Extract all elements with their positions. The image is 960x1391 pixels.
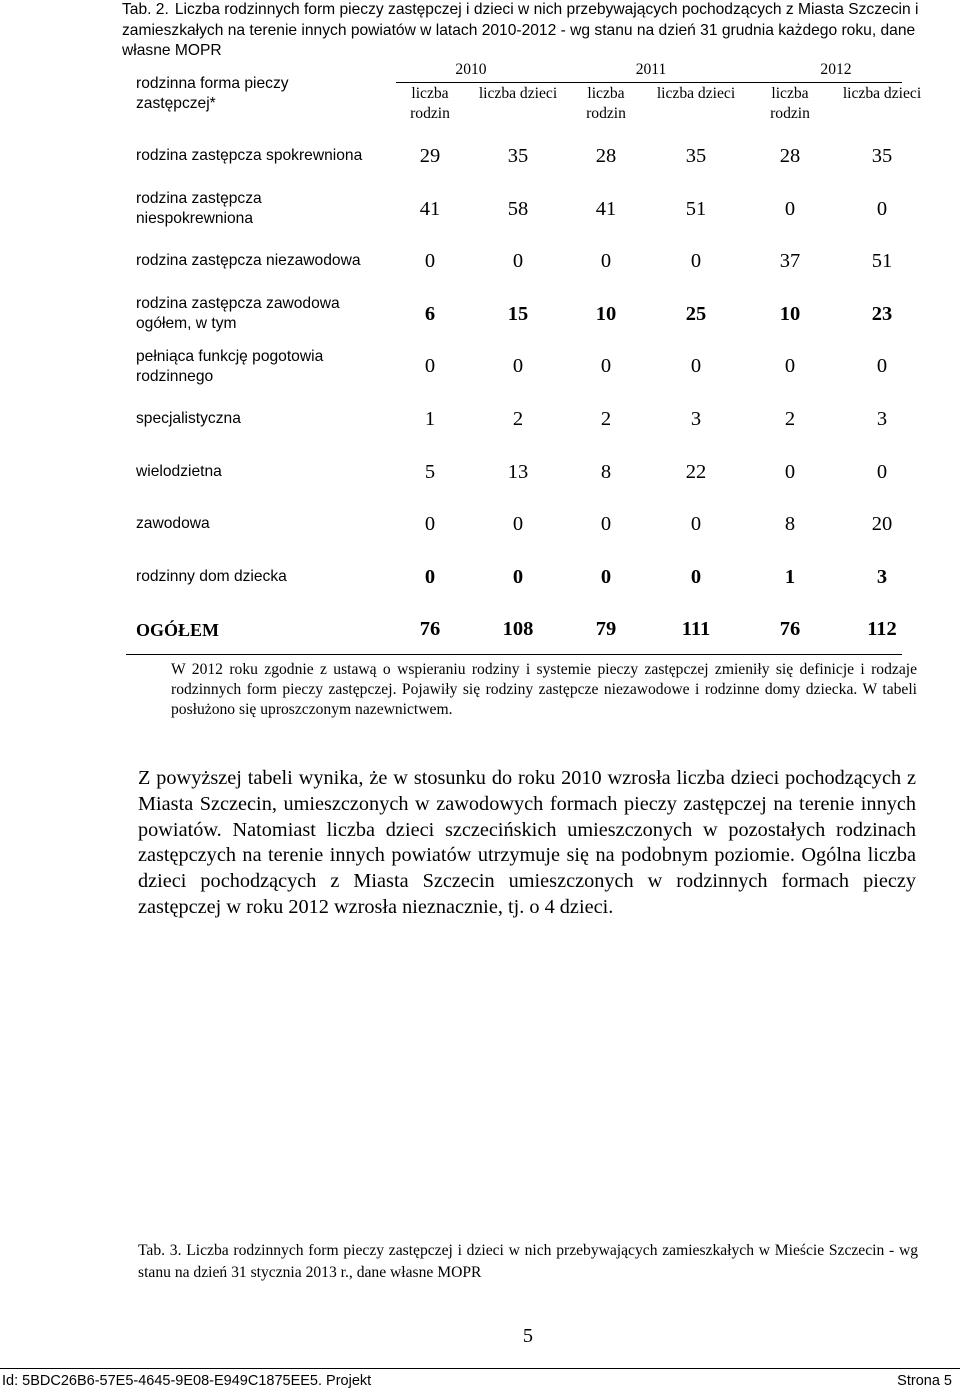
table-cell: 0 — [600, 513, 612, 536]
table-cell: 108 — [502, 618, 534, 641]
table-cell: 0 — [512, 355, 524, 378]
column-header: liczba rodzin — [586, 85, 626, 122]
table-cell: 0 — [784, 197, 796, 220]
table-cell: 3 — [876, 408, 888, 430]
row-label: OGÓŁEM — [136, 619, 220, 640]
table-cell: 3 — [876, 565, 888, 588]
footer-id: Id: 5BDC26B6-57E5-4645-9E08-E949C1875EE5. Projekt — [2, 1373, 372, 1389]
table-cell: 2 — [512, 408, 524, 430]
footer-page: Strona 5 — [897, 1373, 952, 1389]
table-cell: 0 — [424, 355, 436, 378]
table-cell: 10 — [595, 302, 617, 325]
table-cell: 2 — [600, 408, 612, 430]
table-cell: 76 — [779, 618, 801, 641]
table-cell: 51 — [685, 197, 707, 220]
row-label: specjalistyczna — [136, 410, 241, 428]
table-cell: 0 — [876, 197, 888, 220]
table-cell: 51 — [871, 250, 893, 273]
table-cell: 76 — [419, 618, 441, 641]
table-cell: 0 — [784, 460, 796, 483]
table-bottom-border — [126, 654, 902, 655]
table-cell: 35 — [507, 145, 529, 167]
year-2011: 2011 — [635, 61, 667, 78]
table-cell: 41 — [419, 197, 441, 220]
table-cell: 0 — [876, 460, 888, 483]
table-cell: 0 — [600, 250, 612, 273]
table-cell: 35 — [685, 145, 707, 167]
table-cell: 0 — [424, 250, 436, 273]
table-cell: 79 — [595, 618, 617, 641]
table-caption — [122, 0, 930, 62]
row-label: zawodowa — [136, 515, 210, 533]
column-header: liczba dzieci — [842, 85, 922, 102]
summary-paragraph: Z powyższej tabeli wynika, że w stosunku do roku 2010 wzrosła liczba dzieci pochodzących z Miasta Szczecin, umieszczonych w zawodowych formach pieczy zastępczej na terenie innych powiatów. Natomiast liczba dzieci szczecińskich umieszczonych w pozostałych rodzinach zastępczych na terenie innych powiatów utrzymuje się na podobnym poziomie. Ogólna liczba dzieci pochodzących z Miasta Szczecin umieszczonych w rodzinnych formach pieczy zastępczej w roku 2012 wzrosła nieznacznie, tj. o 4 dzieci. — [138, 767, 916, 918]
next-table-caption — [138, 1240, 918, 1284]
next-caption-text: Liczba rodzinnych form pieczy zastępczej i dzieci w nich przebywających zamieszkałych w Mieście Szczecin - wg stanu na dzień 31 stycznia 2013 r., dane własne MOPR — [138, 1242, 918, 1281]
page-number: 5 — [522, 1325, 534, 1347]
table-cell: 0 — [690, 513, 702, 536]
table-cell: 8 — [600, 460, 612, 483]
table-cell: 20 — [871, 513, 893, 536]
table-cell: 1 — [784, 565, 796, 588]
table-cell: 2 — [784, 408, 796, 430]
table-cell: 0 — [512, 565, 524, 588]
row-label: rodzina zastępcza niespokrewniona — [136, 189, 262, 227]
table-cell: 6 — [424, 302, 436, 325]
row-label: wielodzietna — [136, 462, 222, 480]
table-cell: 0 — [424, 565, 436, 588]
foster-care-table — [126, 60, 922, 656]
table-cell: 8 — [784, 513, 796, 536]
table-cell: 58 — [507, 197, 529, 220]
year-2010: 2010 — [455, 61, 487, 78]
table-note: W 2012 roku zgodnie z ustawą o wspieraniu rodziny i systemie pieczy zastępczej zmieniły się definicje i rodzaje rodzinnych form pieczy zastępczej. Pojawiły się rodziny zastępcze niezawodowe i rodzinne domy dziecka. W tabeli posłużono się uproszczonym nazewnictwem. — [171, 661, 917, 718]
table-cell: 1 — [424, 408, 436, 430]
table-cell: 0 — [424, 513, 436, 536]
column-header: liczba rodzin — [410, 85, 450, 122]
table-cell: 35 — [871, 145, 893, 167]
table-cell: 3 — [690, 408, 702, 430]
table-cell: 28 — [779, 145, 801, 167]
table-cell: 112 — [867, 618, 897, 641]
table-cell: 37 — [779, 250, 801, 273]
row-label: rodzina zastępcza niezawodowa — [136, 252, 361, 270]
table-cell: 15 — [507, 302, 529, 325]
table-cell: 0 — [600, 355, 612, 378]
table-cell: 10 — [779, 302, 801, 325]
table-cell: 0 — [690, 565, 702, 588]
column-header: liczba rodzin — [770, 85, 810, 122]
column-header: liczba dzieci — [656, 85, 736, 102]
row-label: rodzina zastępcza spokrewniona — [136, 147, 363, 165]
table-cell: 0 — [512, 513, 524, 536]
table-cell: 0 — [690, 250, 702, 273]
table-cell: 0 — [876, 355, 888, 378]
column-header: liczba dzieci — [478, 85, 558, 102]
row-header: rodzinna forma pieczy zastępczej* — [136, 75, 289, 112]
table-cell: 0 — [784, 355, 796, 378]
table-cell: 5 — [424, 460, 436, 483]
table-cell: 0 — [690, 355, 702, 378]
row-label: rodzinny dom dziecka — [136, 568, 287, 586]
table-cell: 25 — [685, 302, 707, 325]
footer-divider — [0, 1368, 960, 1369]
table-cell: 29 — [419, 145, 441, 167]
year-2012: 2012 — [820, 61, 852, 78]
table-cell: 28 — [595, 145, 617, 167]
table-cell: 23 — [871, 302, 893, 325]
table-cell: 41 — [595, 197, 617, 220]
year-underline — [396, 82, 902, 83]
caption-text: Liczba rodzinnych form pieczy zastępczej i dzieci w nich przebywających pochodzących z Miasta Szczecin i zamieszkałych na terenie innych powiatów w latach 2010-2012 - wg stanu na dzień 31 grudnia każdego roku, dane własne MOPR — [122, 1, 919, 59]
next-caption-label: Tab. 3. — [138, 1242, 182, 1259]
table-cell: 111 — [681, 618, 711, 641]
table-cell: 22 — [685, 460, 707, 483]
table-cell: 0 — [600, 565, 612, 588]
table-cell: 0 — [512, 250, 524, 273]
row-label: rodzina zastępcza zawodowa ogółem, w tym — [136, 295, 340, 333]
caption-label: Tab. 2. — [122, 1, 169, 18]
row-label: pełniąca funkcję pogotowia rodzinnego — [136, 347, 324, 385]
table-cell: 13 — [507, 460, 529, 483]
